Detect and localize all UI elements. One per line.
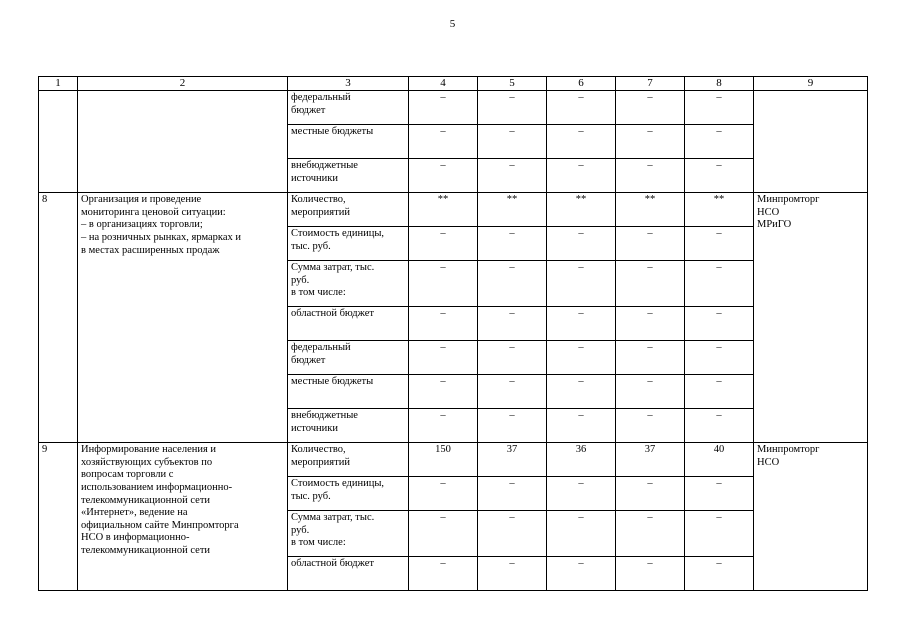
- header-cell: 9: [754, 77, 868, 91]
- header-cell: 5: [478, 77, 547, 91]
- value-cell: –: [409, 557, 478, 591]
- value-cell: –: [478, 477, 547, 511]
- value-cell: –: [547, 91, 616, 125]
- indicator-label: внебюджетные источники: [288, 409, 409, 443]
- value-cell: –: [616, 159, 685, 193]
- indicator-label: Сумма затрат, тыс. руб. в том числе:: [288, 261, 409, 307]
- value-cell: –: [547, 511, 616, 557]
- value-cell: **: [547, 193, 616, 227]
- value-cell: –: [478, 375, 547, 409]
- indicator-label: федеральный бюджет: [288, 91, 409, 125]
- value-cell: **: [685, 193, 754, 227]
- value-cell: **: [616, 193, 685, 227]
- indicator-label: Сумма затрат, тыс. руб. в том числе:: [288, 511, 409, 557]
- value-cell: –: [478, 307, 547, 341]
- page-number: 5: [449, 18, 456, 30]
- header-cell: 3: [288, 77, 409, 91]
- value-cell: –: [409, 375, 478, 409]
- value-cell: –: [547, 159, 616, 193]
- value-cell: –: [478, 557, 547, 591]
- value-cell: –: [616, 341, 685, 375]
- indicator-label: местные бюджеты: [288, 125, 409, 159]
- value-cell: –: [547, 307, 616, 341]
- indicator-label: федеральный бюджет: [288, 341, 409, 375]
- value-cell: 37: [478, 443, 547, 477]
- value-cell: –: [409, 409, 478, 443]
- program-table: [38, 76, 868, 591]
- value-cell: –: [616, 261, 685, 307]
- header-cell: 4: [409, 77, 478, 91]
- value-cell: –: [547, 227, 616, 261]
- value-cell: –: [616, 477, 685, 511]
- indicator-label: внебюджетные источники: [288, 159, 409, 193]
- value-cell: –: [547, 341, 616, 375]
- item-name-cell: [78, 91, 288, 193]
- indicator-label: Количество, мероприятий: [288, 443, 409, 477]
- value-cell: 36: [547, 443, 616, 477]
- value-cell: –: [478, 261, 547, 307]
- value-cell: –: [478, 511, 547, 557]
- value-cell: –: [685, 91, 754, 125]
- value-cell: –: [409, 307, 478, 341]
- value-cell: –: [685, 477, 754, 511]
- value-cell: –: [409, 91, 478, 125]
- value-cell: –: [547, 125, 616, 159]
- value-cell: 40: [685, 443, 754, 477]
- header-cell: 2: [78, 77, 288, 91]
- value-cell: –: [478, 125, 547, 159]
- table-row: [39, 193, 868, 227]
- value-cell: –: [409, 341, 478, 375]
- indicator-label: областной бюджет: [288, 557, 409, 591]
- item-number-cell: [39, 91, 78, 193]
- value-cell: –: [685, 557, 754, 591]
- responsible-cell: [754, 91, 868, 193]
- value-cell: –: [478, 91, 547, 125]
- value-cell: –: [685, 125, 754, 159]
- value-cell: –: [685, 227, 754, 261]
- value-cell: –: [409, 125, 478, 159]
- indicator-label: областной бюджет: [288, 307, 409, 341]
- value-cell: **: [409, 193, 478, 227]
- value-cell: –: [547, 261, 616, 307]
- indicator-label: Стоимость единицы, тыс. руб.: [288, 477, 409, 511]
- value-cell: –: [547, 477, 616, 511]
- item-number-cell: 9: [39, 443, 78, 591]
- header-row: [39, 77, 868, 91]
- value-cell: **: [478, 193, 547, 227]
- value-cell: –: [616, 557, 685, 591]
- header-cell: 1: [39, 77, 78, 91]
- value-cell: –: [685, 307, 754, 341]
- value-cell: –: [409, 159, 478, 193]
- item-name-cell: Информирование населения и хозяйствующих субъектов по вопросам торговли с использованием информационно- телекоммуникационной сети «Интернет», ведение на официальном сайте Минпромторга НСО в информационно- телекоммуникационной сети: [78, 443, 288, 591]
- value-cell: –: [547, 557, 616, 591]
- value-cell: –: [685, 409, 754, 443]
- value-cell: 150: [409, 443, 478, 477]
- value-cell: –: [547, 375, 616, 409]
- responsible-cell: Минпромторг НСО: [754, 443, 868, 591]
- value-cell: –: [616, 375, 685, 409]
- header-cell: 8: [685, 77, 754, 91]
- value-cell: –: [616, 125, 685, 159]
- value-cell: 37: [616, 443, 685, 477]
- value-cell: –: [685, 511, 754, 557]
- header-cell: 6: [547, 77, 616, 91]
- value-cell: –: [409, 261, 478, 307]
- value-cell: –: [685, 159, 754, 193]
- table-row: [39, 443, 868, 477]
- value-cell: –: [547, 409, 616, 443]
- value-cell: –: [478, 227, 547, 261]
- value-cell: –: [685, 341, 754, 375]
- indicator-label: Количество, мероприятий: [288, 193, 409, 227]
- value-cell: –: [685, 261, 754, 307]
- item-number-cell: 8: [39, 193, 78, 443]
- item-name-cell: Организация и проведение мониторинга ценовой ситуации: – в организациях торговли; – на розничных рынках, ярмарках и в местах расширенных продаж: [78, 193, 288, 443]
- table-row: [39, 91, 868, 125]
- value-cell: –: [478, 159, 547, 193]
- value-cell: –: [409, 227, 478, 261]
- value-cell: –: [409, 477, 478, 511]
- responsible-cell: Минпромторг НСО МРиГО: [754, 193, 868, 443]
- value-cell: –: [616, 227, 685, 261]
- indicator-label: Стоимость единицы, тыс. руб.: [288, 227, 409, 261]
- header-cell: 7: [616, 77, 685, 91]
- value-cell: –: [616, 91, 685, 125]
- value-cell: –: [478, 409, 547, 443]
- value-cell: –: [478, 341, 547, 375]
- value-cell: –: [616, 307, 685, 341]
- value-cell: –: [616, 511, 685, 557]
- value-cell: –: [409, 511, 478, 557]
- value-cell: –: [685, 375, 754, 409]
- indicator-label: местные бюджеты: [288, 375, 409, 409]
- value-cell: –: [616, 409, 685, 443]
